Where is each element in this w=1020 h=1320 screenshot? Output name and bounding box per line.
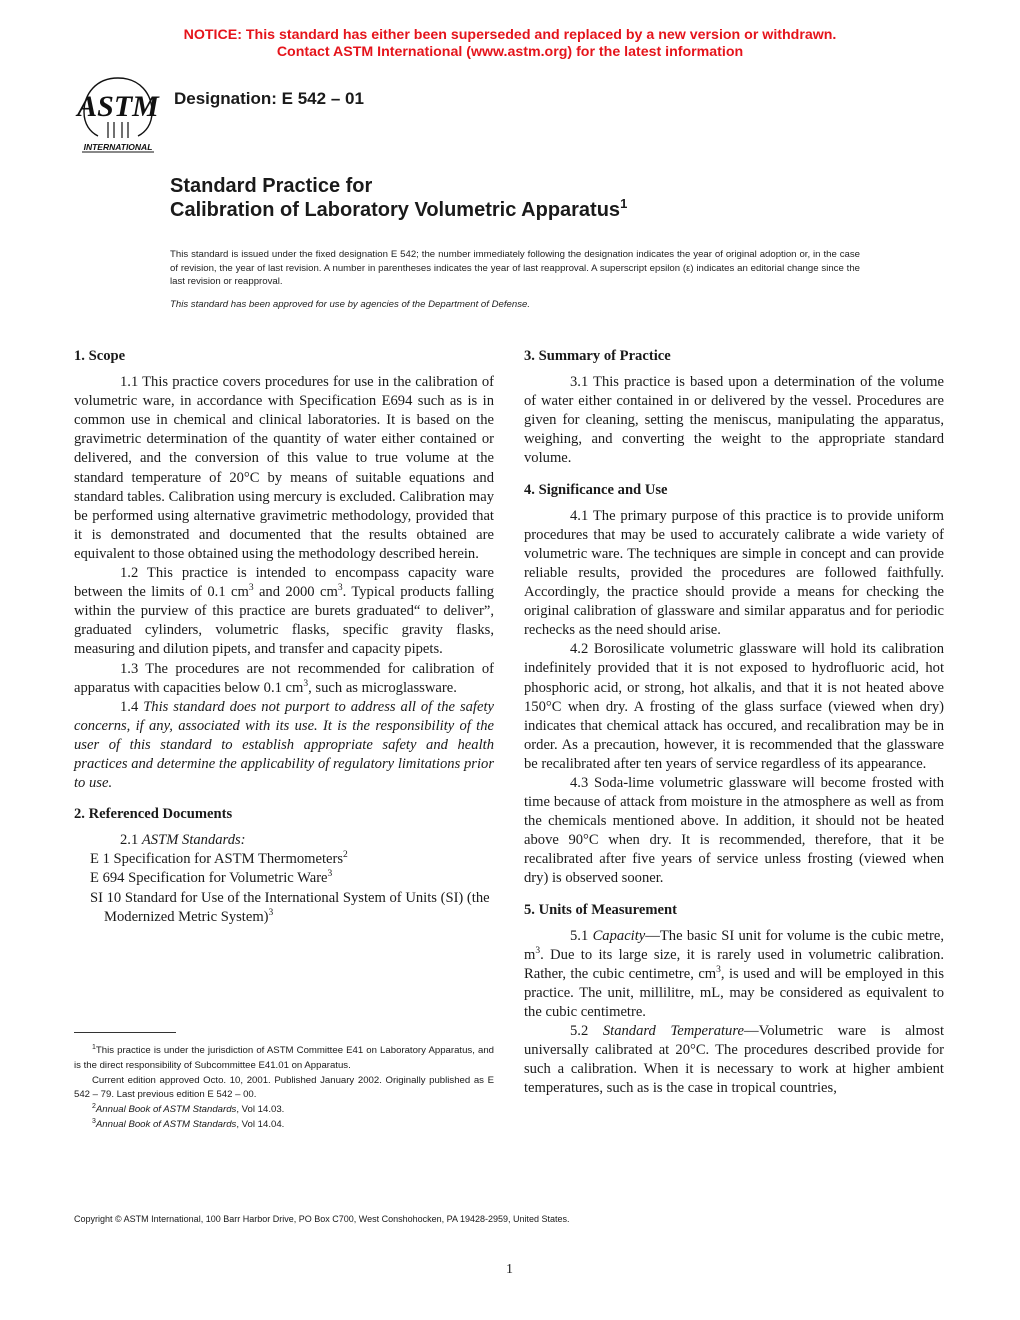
issue-note: This standard is issued under the fixed designation E 542; the number immediately following the designation indicates the year of original adoption or, in the case of revision, the year of last revision. A number in parentheses indicates the year of last reapproval. A superscript epsilon (ε) indicates an editorial change since the last revision or reapproval. [170, 249, 860, 288]
logo-subtext: INTERNATIONAL [83, 142, 153, 152]
paragraph-1-1: 1.1 This practice covers procedures for use in the calibration of volumetric ware, in accordance with Specification E694 such as is in common use in chemical and clinical laboratories. It is based on the gravimetric determination of the quantity of water either contained or delivered, and the conversion of this value to true volume at the standard temperature of 20°C by means of suitable equations and standard tables. Calibration using mercury is excluded. Calibration may be performed using alternative gravimetric methodology, provided that it is demonstrated and documented that the results obtained are equivalent to those obtained using the methodology described herein. [74, 374, 494, 562]
left-column [74, 347, 494, 927]
section-heading-referenced-documents: 2. Referenced Documents [74, 806, 233, 823]
approval-note: This standard has been approved for use by agencies of the Department of Defense. [170, 298, 530, 310]
paragraph-3-1: 3.1 This practice is based upon a determination of the volume of water either contained in or delivered by the vessel. Procedures are given for cleaning, setting the meniscus, manipulating the apparatus, weighing, and converting the weight to the appropriate standard volume. [524, 374, 944, 467]
footnote-1: $^1$This practice is under the jurisdiction of ASTM Committee E41 on Laboratory Apparatus, and is the direct responsibility of Subcommittee E41.01 on Apparatus. [74, 1044, 494, 1071]
paragraph-4-2: 4.2 Borosilicate volumetric glassware will hold its calibration indefinitely provided that it is not exposed to hydrofluoric acid, hot phosphoric acid, or strong, hot alkalis, and that it is not heated above 150°C when dry. A frosting of the glass surface (viewed when dry) indicates that chemical attack has occured, and recalibration may be in order. As a precaution, however, it is recommended that the glassware be recalibrated after ten years of service regardless of its appearance. [524, 641, 944, 772]
page-number: 1 [506, 1262, 513, 1277]
withdrawal-notice [0, 27, 1020, 61]
footnote-3: $^3$Annual Book of ASTM Standards, Vol 14.04. [92, 1117, 285, 1130]
section-heading-summary: 3. Summary of Practice [524, 348, 671, 364]
section-heading-units: 5. Units of Measurement [524, 901, 677, 918]
paragraph-4-3: 4.3 Soda-lime volumetric glassware will become frosted with time because of attack from moisture in the atmosphere as well as from the chemicals mentioned above. In addition, it should not be heated above 90°C when dry. It is recommended, therefore, that it be recalibrated after five years of service unless frosting (viewed when dry) is observed sooner. [524, 774, 944, 887]
footnote-divider [74, 1032, 176, 1033]
notice-line-2: Contact ASTM International (www.astm.org) for the latest information [276, 44, 744, 60]
title-line-1: Standard Practice for [170, 175, 373, 197]
issue-note-block [170, 248, 860, 311]
reference-item: E 1 Specification for ASTM Thermometers$^2$ [90, 850, 348, 868]
title-footnote-mark: 1 [620, 196, 628, 211]
section-heading-scope: 1. Scope [74, 348, 126, 364]
title-line-2: Calibration of Laboratory Volumetric Apparatus$^1$ [170, 196, 628, 221]
logo-text: ASTM [77, 90, 159, 123]
referenced-documents-list [74, 831, 494, 926]
notice-line-1: NOTICE: This standard has either been superseded and replaced by a new version or withdrawn. [183, 27, 837, 43]
right-column [524, 347, 944, 1098]
paragraph-1-4: 1.4 This standard does not purport to address all of the safety concerns, if any, associated with its use. It is the responsibility of the user of this standard to establish appropriate safety and health practices and determine the applicability of regulatory limitations prior to use. [74, 698, 494, 792]
footnotes [74, 1044, 494, 1133]
reference-item: SI 10 Standard for Use of the International System of Units (SI) (the Modernized Metric System)$^3$ [90, 889, 490, 925]
paragraph-5-1: 5.1 Capacity—The basic SI unit for volume is the cubic metre, $m^3$. Due to its large size, it is rarely used in volumetric calibration. Rather, the cubic centimetre, $cm^3$, is used and will be employed in this practice. The unit, millilitre, mL, may be considered as equivalent to the cubic centimetre. [524, 927, 945, 1020]
paragraph-1-2: 1.2 This practice is intended to encompass capacity ware between the limits of 0.1 $cm^3$ and 2000 $cm^3$. Typical products falling within the purview of this practice are burets graduated“ to deliver”, graduated cylinders, volumetric flasks, specific gravity flasks, measuring and dilution pipets, and transfer and capacity pipets. [74, 565, 494, 658]
footnote-1-edition: Current edition approved Octo. 10, 2001. Published January 2002. Originally published as E 542 – 79. Last previous edition E 542 – 00. [74, 1074, 494, 1101]
document-title [170, 174, 627, 222]
paragraph-5-2: 5.2 Standard Temperature—Volumetric ware is almost universally calibrated at 20°C. The procedures described provide for such a calibration. When it is necessary to work at higher ambient temperatures, such as is the case in tropical countries, [524, 1023, 944, 1097]
paragraph-4-1: 4.1 The primary purpose of this practice is to provide uniform procedures that may be used to accurately calibrate a wide variety of volumetric ware. The techniques are simple in concept and can provide reliable results, provided the procedures are followed faithfully. Accordingly, the practice should provide a means for checking the original calibration of glassware and similar apparatus and for periodic rechecks as the need should arise. [524, 507, 944, 639]
section-heading-significance: 4. Significance and Use [524, 481, 668, 498]
astm-logo [72, 72, 164, 156]
paragraph-1-3: 1.3 The procedures are not recommended for calibration of apparatus with capacities below 0.1 $cm^3$, such as microglassware. [74, 660, 494, 696]
reference-item: E 694 Specification for Volumetric Ware$^3$ [90, 869, 333, 887]
designation: Designation: E 542 – 01 [174, 89, 364, 108]
footnote-2: $^2$Annual Book of ASTM Standards, Vol 14.03. [92, 1103, 285, 1116]
copyright: Copyright © ASTM International, 100 Barr Harbor Drive, PO Box C700, West Conshohocken, PA 19428-2959, United States. [74, 1214, 570, 1224]
astm-standards-label: 2.1 ASTM Standards: [120, 832, 246, 849]
